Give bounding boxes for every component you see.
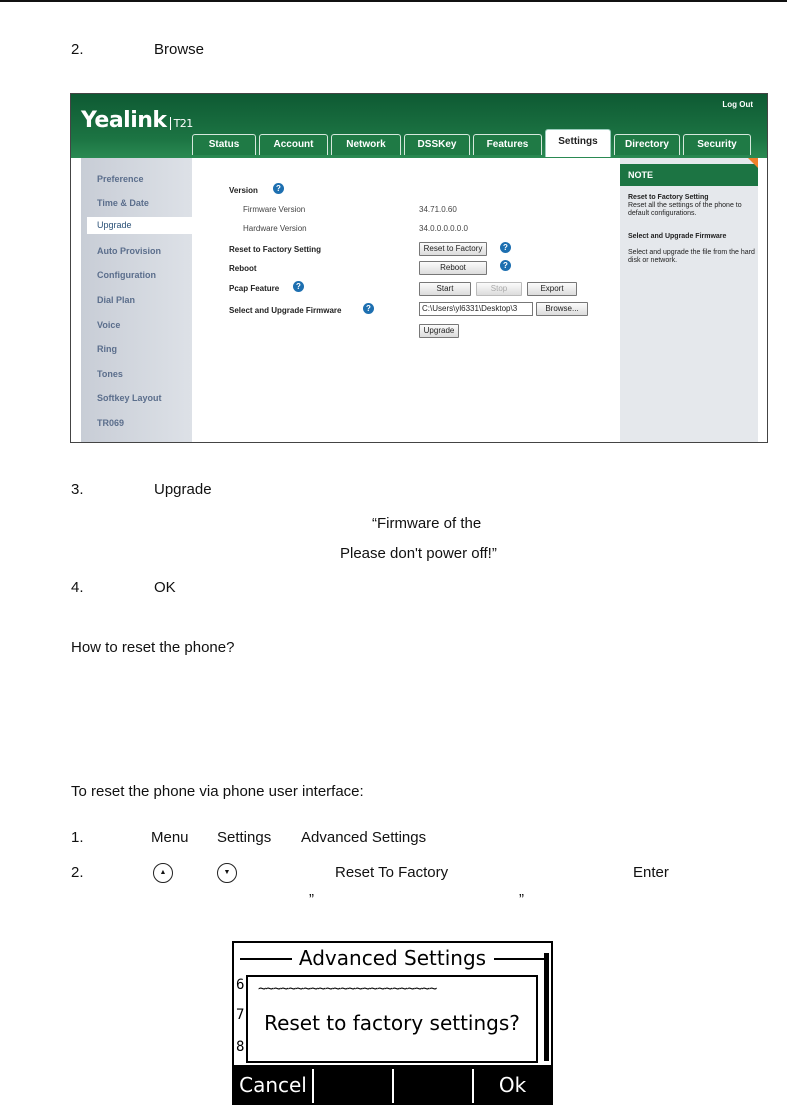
sidebar-item-auto-provision[interactable]: Auto Provision (97, 246, 162, 256)
reboot-button[interactable]: Reboot (419, 261, 487, 275)
note-reset-title: Reset to Factory Setting (628, 194, 709, 201)
upgrade-button[interactable]: Upgrade (419, 324, 459, 338)
note-upgrade-text: Select and upgrade the file from the hard disk or network. (628, 249, 755, 264)
help-icon[interactable]: ? (500, 242, 511, 253)
tab-directory[interactable]: Directory (614, 134, 680, 155)
lcd-dialog-border-pattern: ~~~~~~~~~~~~~~~~~~~~~~~~ (258, 981, 437, 997)
softkey-divider (312, 1069, 314, 1103)
sidebar-item-dial-plan[interactable]: Dial Plan (97, 295, 136, 305)
up-arrow-key-icon: ▲ (153, 863, 173, 883)
hardware-version-value: 34.0.0.0.0.0.0 (419, 224, 468, 233)
lcd-scrollbar (544, 953, 549, 1061)
select-upgrade-firmware-label: Select and Upgrade Firmware (229, 306, 342, 315)
version-heading: Version (229, 186, 258, 195)
lcd-confirm-message: Reset to factory settings? (264, 1011, 520, 1035)
lcd-title: Advanced Settings (298, 946, 487, 970)
firmware-version-value: 34.71.0.60 (419, 205, 457, 214)
phone-lcd-screen (232, 941, 553, 1105)
yealink-logo: Yealink T21 (81, 108, 193, 133)
help-icon[interactable]: ? (273, 183, 284, 194)
note-reset-text: Reset all the settings of the phone to default configurations. (628, 202, 742, 217)
ok-softkey[interactable]: Ok (498, 1073, 527, 1097)
faq-step-2-number: 2. (71, 864, 84, 881)
softkey-divider (392, 1069, 394, 1103)
reset-to-factory-text: Reset To Factory (335, 864, 449, 881)
sidebar-item-tones[interactable]: Tones (97, 369, 123, 379)
lcd-display-area (234, 943, 551, 1065)
note-panel (620, 158, 758, 442)
step-3-upgrade-text: Upgrade (154, 481, 212, 498)
firmware-message-line-1: “Firmware of the (372, 515, 482, 532)
firmware-message-line-2: Please don't power off!” (340, 545, 497, 562)
faq-step-1-number: 1. (71, 829, 84, 846)
pcap-feature-label: Pcap Feature (229, 284, 280, 293)
lcd-row-number: 7 (236, 1007, 245, 1023)
firmware-version-label: Firmware Version (243, 205, 306, 214)
firmware-file-path-input[interactable]: C:\Users\yl6331\Desktop\3 (419, 302, 533, 316)
sidebar-item-voice[interactable]: Voice (97, 320, 121, 330)
sidebar-item-upgrade[interactable]: Upgrade (87, 217, 196, 234)
reboot-label: Reboot (229, 264, 257, 273)
web-ui-screenshot (70, 93, 768, 443)
browse-button[interactable]: Browse... (536, 302, 588, 316)
page-top-rule (0, 0, 787, 2)
hardware-version-label: Hardware Version (243, 224, 307, 233)
note-heading: NOTE (620, 164, 758, 186)
sidebar-item-ring[interactable]: Ring (97, 344, 117, 354)
tab-dsskey[interactable]: DSSKey (404, 134, 470, 155)
quote-open: ” (309, 891, 314, 908)
advanced-settings-text: Advanced Settings (301, 829, 427, 846)
help-icon[interactable]: ? (500, 260, 511, 271)
down-arrow-key-icon: ▼ (217, 863, 237, 883)
step-4-ok-text: OK (154, 579, 176, 596)
note-upgrade-title: Select and Upgrade Firmware (628, 233, 727, 240)
sidebar-item-tr069[interactable]: TR069 (97, 418, 125, 428)
sidebar-item-configuration[interactable]: Configuration (97, 270, 156, 280)
enter-text: Enter (633, 864, 669, 881)
tab-network[interactable]: Network (331, 134, 401, 155)
step-2-browse-text: Browse (154, 41, 205, 58)
web-ui-header (71, 94, 767, 158)
tab-status[interactable]: Status (192, 134, 256, 155)
cancel-softkey[interactable]: Cancel (239, 1073, 307, 1097)
quote-close: ” (519, 891, 524, 908)
step-4-number: 4. (71, 579, 84, 596)
settings-text: Settings (217, 829, 272, 846)
faq-question-heading: How to reset the phone? (71, 639, 235, 656)
lcd-confirm-dialog (246, 975, 538, 1063)
help-icon[interactable]: ? (293, 281, 304, 292)
step-3-number: 3. (71, 481, 84, 498)
faq-intro-text: To reset the phone via phone user interface: (71, 783, 364, 800)
help-icon[interactable]: ? (363, 303, 374, 314)
tab-account[interactable]: Account (259, 134, 328, 155)
logout-link[interactable]: Log Out (722, 100, 753, 109)
pcap-start-button[interactable]: Start (419, 282, 471, 296)
pcap-export-button[interactable]: Export (527, 282, 577, 296)
sidebar-item-time-date[interactable]: Time & Date (97, 198, 149, 208)
pcap-stop-button: Stop (476, 282, 522, 296)
reset-to-factory-button[interactable]: Reset to Factory (419, 242, 487, 256)
reset-factory-label: Reset to Factory Setting (229, 245, 322, 254)
lcd-row-number: 8 (236, 1039, 245, 1055)
lcd-row-number: 6 (236, 977, 245, 993)
web-ui-main-panel (192, 158, 620, 442)
tab-security[interactable]: Security (683, 134, 751, 155)
note-corner-flag (748, 158, 758, 168)
tab-features[interactable]: Features (473, 134, 542, 155)
sidebar-item-preference[interactable]: Preference (97, 174, 144, 184)
web-ui-sidebar (81, 158, 192, 442)
tab-settings[interactable]: Settings (545, 129, 611, 157)
sidebar-item-softkey-layout[interactable]: Softkey Layout (97, 393, 162, 403)
step-2-number: 2. (71, 41, 84, 58)
menu-text: Menu (151, 829, 189, 846)
